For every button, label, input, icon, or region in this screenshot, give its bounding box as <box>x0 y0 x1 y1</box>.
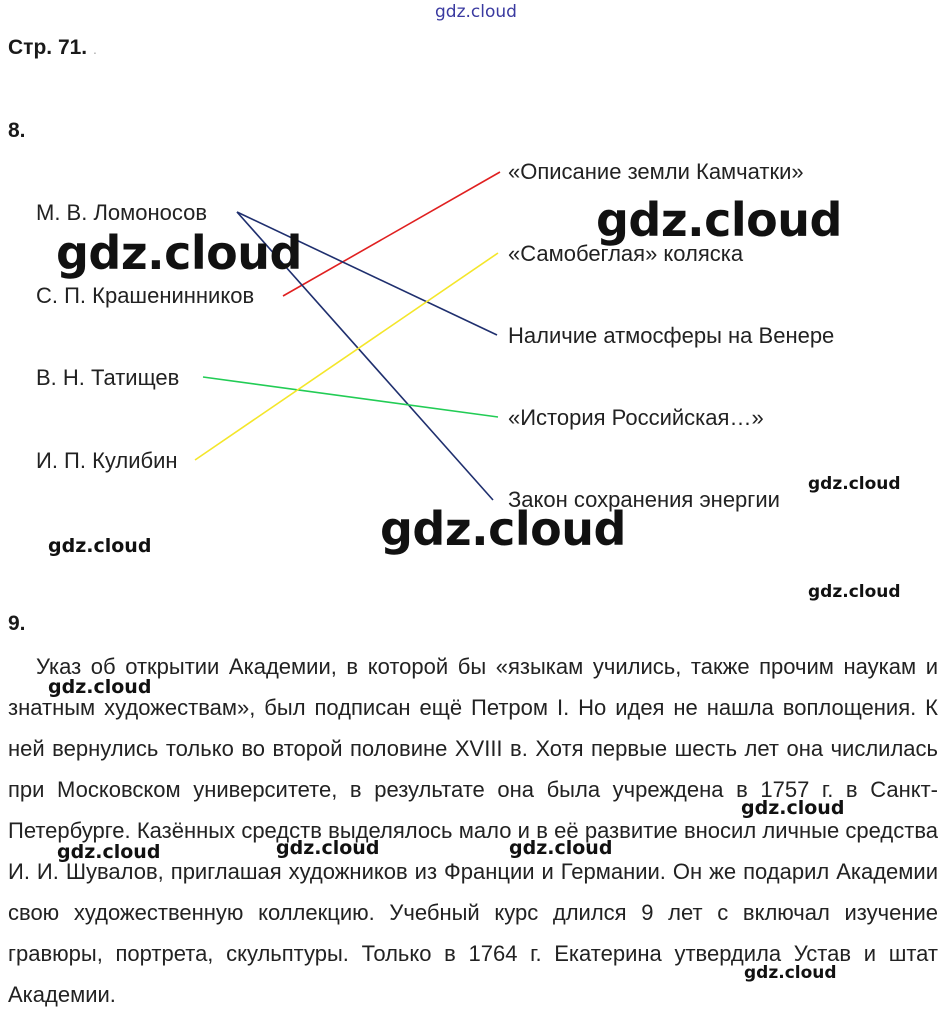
watermark-para-4: gdz.cloud <box>276 837 380 859</box>
connection-line-krasheninnikov-kamchatka <box>283 172 500 296</box>
watermark-para-2: gdz.cloud <box>741 797 845 819</box>
task-8-number: 8. <box>8 119 26 142</box>
left-item-krasheninnikov: С. П. Крашенинников <box>36 283 255 308</box>
right-item-carriage: «Самобеглая» коляска <box>508 241 744 266</box>
watermark-large-right: gdz.cloud <box>596 193 842 247</box>
watermark-large-bottom: gdz.cloud <box>380 502 626 556</box>
watermark-para-1: gdz.cloud <box>48 676 152 698</box>
right-item-energy: Закон сохранения энергии <box>508 487 780 512</box>
right-item-kamchatka: «Описание земли Камчатки» <box>508 159 804 184</box>
left-item-tatishchev: В. Н. Татищев <box>36 365 180 390</box>
page-dot: . <box>92 41 97 57</box>
right-item-history: «История Российская…» <box>508 405 764 430</box>
page-label: Стр. 71. <box>8 36 88 59</box>
connection-line-tatishchev-history <box>203 377 498 417</box>
task-9-number: 9. <box>8 612 26 635</box>
task-9-paragraph: Указ об открытии Академии, в которой бы «языкам учились, также прочим наукам и знатным художествам», был подписан ещё Петром I. Но идея не нашла воплощения. К ней вернулись только во второй половине XVIII в. Хотя первые шесть лет она числилась при Московском университете, в результате она была учреждена в 1757 г. в Санкт-Петербурге. Казённых средств выделялось мало и в её развитие вносил личные средства И. И. Шувалов, приглашая художников из Франции и Германии. Он же подарил Академии свою художественную коллекцию. Учебный курс длился 9 лет с включал изучение гравюры, портрета, скульптуры. Только в 1764 г. Екатерина утвердила Устав и штат Академии. <box>8 654 938 1007</box>
watermark-small-left: gdz.cloud <box>48 535 152 557</box>
watermark-small-right-1: gdz.cloud <box>808 474 901 494</box>
watermark-small-right-2: gdz.cloud <box>808 582 901 602</box>
watermark-para-6: gdz.cloud <box>744 963 837 983</box>
left-item-kulibin: И. П. Кулибин <box>36 448 178 473</box>
right-item-venus: Наличие атмосферы на Венере <box>508 323 835 348</box>
watermark-para-5: gdz.cloud <box>509 837 613 859</box>
watermark-large-left: gdz.cloud <box>56 226 302 280</box>
left-item-lomonosov: М. В. Ломоносов <box>36 200 208 225</box>
watermark-para-3: gdz.cloud <box>57 841 161 863</box>
watermark-top: gdz.cloud <box>435 2 517 22</box>
